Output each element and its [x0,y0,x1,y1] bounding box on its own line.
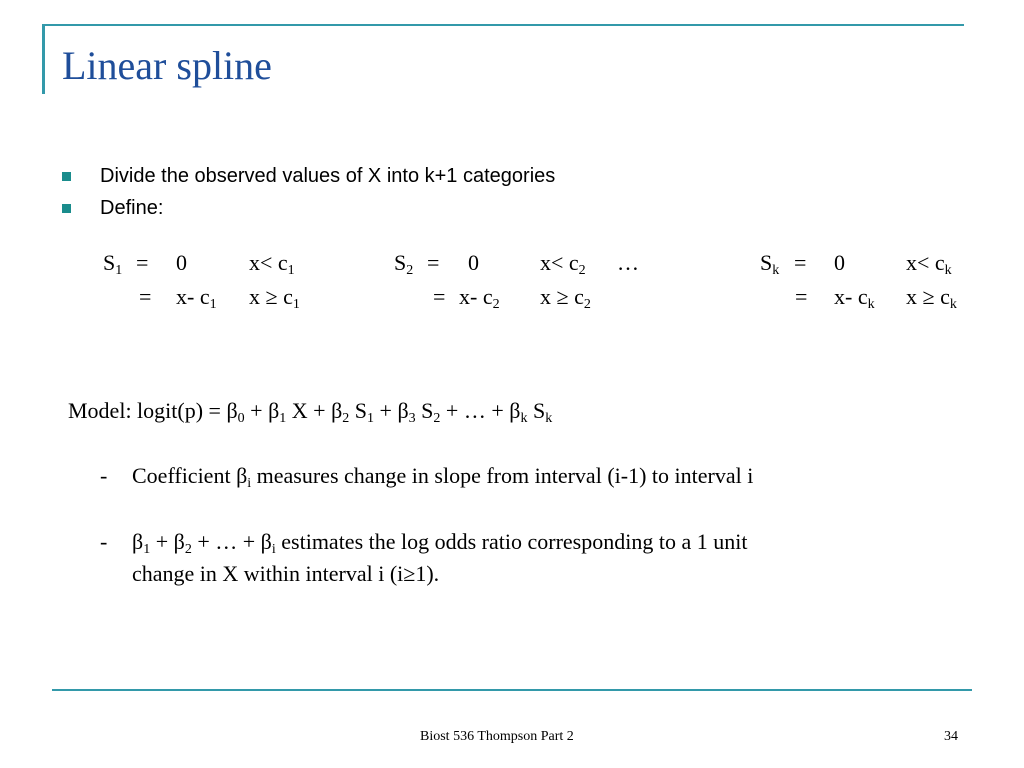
s1-cond-lt: $x< c_1$ [249,250,295,278]
s1-linear: x- $c_1$ [176,284,217,312]
s2-cond-ge: $x \ge c_2$ [540,284,591,312]
model-equation: Model: logit(p) = $\beta_0 + \beta_1$ $X + \beta_2$ $S_1 + \beta_3$ $S_2$ + … + $\beta_k$ $S_k$ [68,398,553,426]
sk-zero: 0 [834,250,845,275]
footer-text: Biost 536 Thompson Part 2 [420,729,574,744]
page-number: 34 [944,729,958,744]
footer-divider [52,689,972,691]
s2-zero: 0 [468,250,479,275]
frame-left-line [42,26,45,94]
sk-linear: x- $c_k$ [834,284,875,312]
sk-equals-2: = [795,284,808,309]
sk-cond-ge: $x \ge c_k$ [906,284,957,312]
s2-linear: x- $c_2$ [459,284,500,312]
ellipsis: … [617,250,639,275]
square-bullet-icon [62,204,71,213]
s2-equals-2: = [433,284,446,309]
s1-zero: 0 [176,250,187,275]
log-odds-note-line2: change in X within interval i (i≥1). [132,561,440,586]
s2-cond-lt: $x< c_2$ [540,250,586,278]
coefficient-note: Coefficient $\beta_i$ measures change in slope from interval (i-1) to interval i [132,463,754,491]
s1-cond-ge: $x \ge c_1$ [249,284,300,312]
frame-top-line [42,24,964,26]
s2-equals: = [427,250,440,275]
sk-equals: = [794,250,807,275]
s1-equals: = [136,250,149,275]
s1-equals-2: = [139,284,152,309]
s2-label: $S_2$ [394,250,414,278]
item-dash: - [100,529,108,554]
item-dash: - [100,463,108,488]
sk-label: $S_k$ [760,250,780,278]
square-bullet-icon [62,172,71,181]
slide-title: Linear spline [62,43,272,88]
sk-cond-lt: $x< c_k$ [906,250,952,278]
log-odds-note-line1: $\beta_1 + \beta_2$ + … + $\beta_i$ estimates the log odds ratio corresponding to a 1 unit [132,529,748,557]
s1-label: $S_1$ [103,250,123,278]
